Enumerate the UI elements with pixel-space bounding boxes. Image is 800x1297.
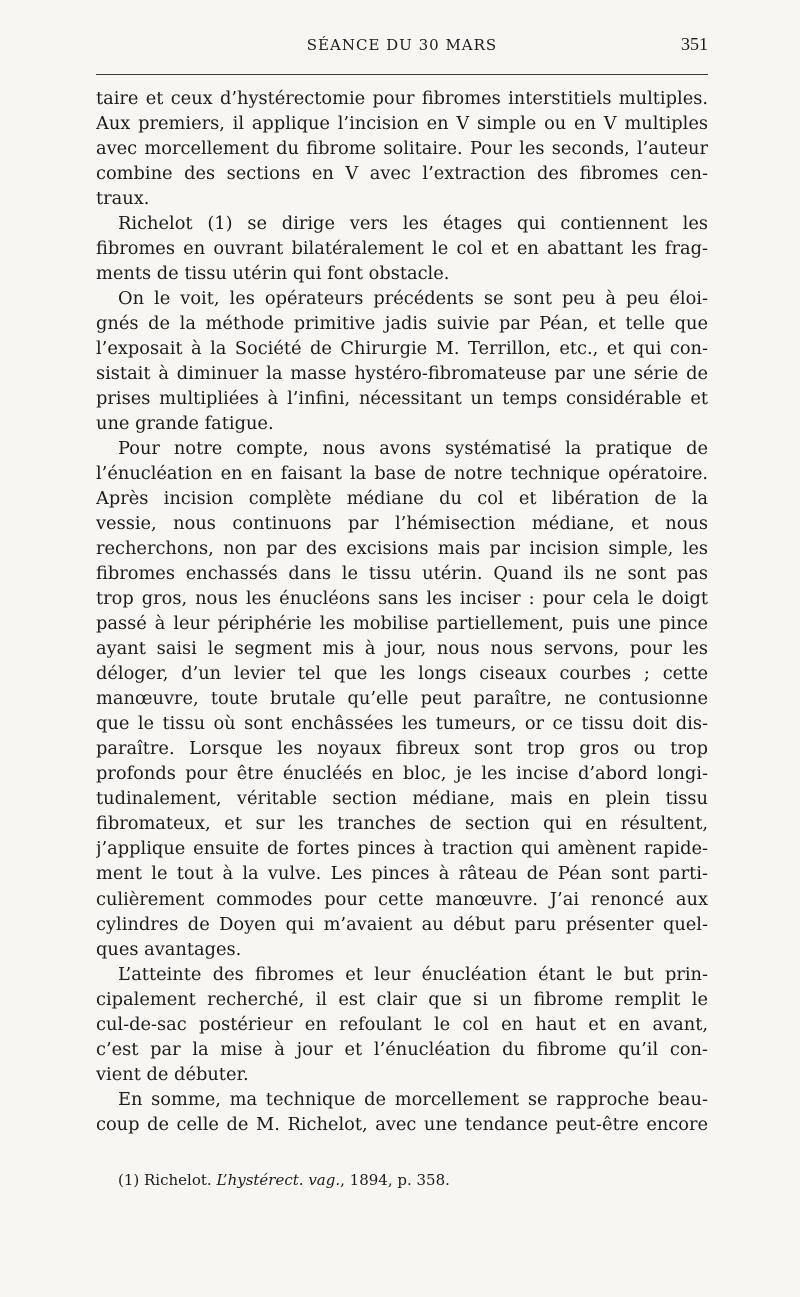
text-line: fibromes enchassés dans le tissu utérin. Quand ils ne sont pas: [96, 563, 708, 585]
text-line: culièrement commodes pour cette manœuvre. J’ai renoncé aux: [96, 888, 708, 910]
text-line: c’est par la mise à jour et l’énucléation du fibrome qu’il con-: [96, 1038, 708, 1060]
header-rule: [96, 74, 708, 75]
paragraph: [96, 436, 708, 961]
text-line: fibromateux, et sur les tranches de section qui en résultent,: [96, 813, 708, 835]
text-line: combine des sections en V avec l’extraction des fibromes cen-: [96, 163, 708, 185]
text-line: gnés de la méthode primitive jadis suivie par Péan, et telle que: [96, 313, 708, 335]
text-line: trop gros, nous les énucléons sans les inciser : pour cela le doigt: [96, 588, 708, 610]
text-line: En somme, ma technique de morcellement se rapproche beau-: [118, 1088, 708, 1110]
text-line: prises multipliées à l’infini, nécessitant un temps considérable et: [96, 388, 708, 410]
text-line: que le tissu où sont enchâssées les tumeurs, or ce tissu doit dis-: [96, 713, 708, 735]
text-line: l’exposait à la Société de Chirurgie M. Terrillon, etc., et qui con-: [96, 338, 708, 360]
text-line: sistait à diminuer la masse hystéro-fibromateuse par une série de: [96, 363, 708, 385]
text-line: Richelot (1) se dirige vers les étages qui contiennent les: [118, 213, 708, 235]
header-title: SÉANCE DU 30 MARS: [306, 36, 498, 54]
text-line: tudinalement, véritable section médiane, mais en plein tissu: [96, 788, 708, 810]
text-line: passé à leur périphérie les mobilise partiellement, puis une pince: [96, 613, 708, 635]
footnote-title: L’hystérect. vag.: [216, 1171, 341, 1189]
text-line: manœuvre, toute brutale qu’elle peut paraître, ne contusionne: [96, 688, 708, 710]
paragraph: [96, 962, 708, 1087]
text-line: traux.: [96, 188, 150, 210]
text-line: Après incision complète médiane du col et libération de la: [96, 488, 708, 510]
text-line: déloger, d’un levier tel que les longs ciseaux courbes ; cette: [96, 663, 708, 685]
text-line: Aux premiers, il applique l’incision en V simple ou en V multiples: [96, 113, 708, 135]
text-line: cipalement recherché, il est clair que si un fibrome remplit le: [96, 988, 708, 1010]
paragraph: [96, 1087, 708, 1137]
footnote-suffix: , 1894, p. 358.: [340, 1171, 450, 1189]
text-line: ment le tout à la vulve. Les pinces à râteau de Péan sont parti-: [96, 863, 708, 885]
text-line: L’atteinte des fibromes et leur énucléation étant le but prin-: [118, 963, 708, 985]
text-line: ayant saisi le segment mis à jour, nous nous servons, pour les: [96, 638, 708, 660]
book-page: [96, 0, 708, 1297]
running-header: [96, 36, 708, 60]
text-line: recherchons, non par des excisions mais par incision simple, les: [96, 538, 708, 560]
text-line: cylindres de Doyen qui m’avaient au début paru présenter quel-: [96, 913, 708, 935]
paragraph: [96, 211, 708, 286]
text-line: ques avantages.: [96, 938, 242, 960]
text-line: Pour notre compte, nous avons systématisé la pratique de: [118, 438, 708, 460]
text-line: cul-de-sac postérieur en refoulant le col en haut et en avant,: [96, 1013, 708, 1035]
body-text: [96, 86, 708, 1137]
footnote-prefix: (1) Richelot.: [118, 1171, 217, 1189]
text-line: ments de tissu utérin qui font obstacle.: [96, 263, 450, 285]
paragraph: [96, 86, 708, 211]
footnote: [96, 1171, 708, 1189]
paragraph: [96, 286, 708, 436]
text-line: taire et ceux d’hystérectomie pour fibromes interstitiels multiples.: [96, 88, 708, 109]
text-line: paraître. Lorsque les noyaux fibreux sont trop gros ou trop: [96, 738, 708, 760]
text-line: On le voit, les opérateurs précédents se sont peu à peu éloi-: [118, 288, 708, 310]
text-line: l’énucléation en en faisant la base de notre technique opératoire.: [96, 463, 708, 485]
text-line: vessie, nous continuons par l’hémisection médiane, et nous: [96, 513, 708, 535]
text-line: fibromes en ouvrant bilatéralement le col et en abattant les frag-: [96, 238, 708, 260]
text-line: avec morcellement du fibrome solitaire. Pour les seconds, l’auteur: [96, 138, 708, 160]
page-number: 351: [681, 34, 708, 54]
text-line: une grande fatigue.: [96, 413, 274, 435]
text-line: vient de débuter.: [96, 1063, 249, 1085]
text-line: profonds pour être énucléés en bloc, je les incise d’abord longi-: [96, 763, 708, 785]
text-line: coup de celle de M. Richelot, avec une tendance peut-être encore: [96, 1113, 708, 1135]
text-line: j’applique ensuite de fortes pinces à traction qui amènent rapide-: [96, 838, 708, 860]
